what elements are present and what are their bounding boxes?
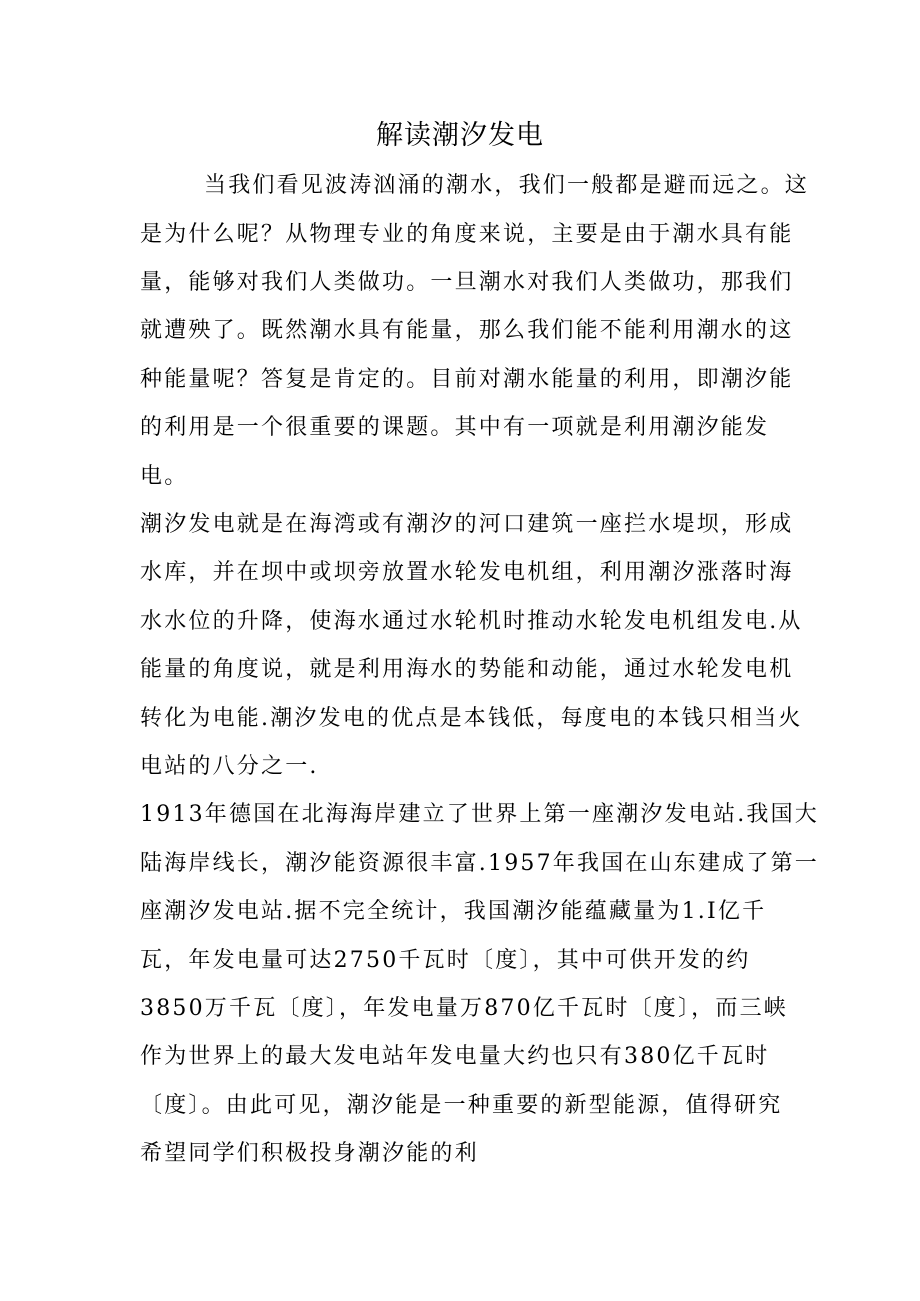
paragraph-1-line-1: 当我们看见波涛汹涌的潮水，我们一般都是避而远之。这 — [204, 173, 810, 198]
paragraph-3-line-1: 1913年德国在北海海岸建立了世界上第一座潮汐发电站.我国大 — [140, 802, 819, 827]
paragraph-3-line-4: 瓦，年发电量可达2750千瓦时〔度〕，其中可供开发的约 — [140, 948, 751, 973]
paragraph-3-line-6: 作为世界上的最大发电站年发电量大约也只有380亿千瓦时 — [140, 1044, 770, 1069]
paragraph-2-line-2: 水库，并在坝中或坝旁放置水轮发电机组，利用潮汐涨落时海 — [140, 560, 794, 585]
paragraph-1-line-4: 就遭殃了。既然潮水具有能量，那么我们能不能利用潮水的这 — [140, 318, 794, 343]
paragraph-1-line-6: 的利用是一个很重要的课题。其中有一项就是利用潮汐能发 — [140, 415, 770, 440]
paragraph-3-line-8: 希望同学们积极投身潮汐能的利 — [140, 1141, 479, 1166]
paragraph-3-line-7: 〔度〕。由此可见，潮汐能是一种重要的新型能源，值得研究 — [140, 1093, 783, 1118]
paragraph-2-line-3: 水水位的升降，使海水通过水轮机时推动水轮发电机组发电.从 — [140, 609, 803, 634]
paragraph-2-line-4: 能量的角度说，就是利用海水的势能和动能，通过水轮发电机 — [140, 657, 794, 682]
paragraph-1-line-7: 电。 — [140, 464, 189, 489]
paragraph-1-line-2: 是为什么呢？从物理专业的角度来说，主要是由于潮水具有能 — [140, 222, 794, 247]
paragraph-3-line-2: 陆海岸线长，潮汐能资源很丰富.1957年我国在山东建成了第一 — [140, 851, 819, 876]
paragraph-2-line-5: 转化为电能.潮汐发电的优点是本钱低，每度电的本钱只相当火 — [140, 706, 803, 731]
paragraph-3-line-5: 3850万千瓦〔度〕，年发电量万870亿千瓦时〔度〕，而三峡 — [140, 996, 788, 1021]
paragraph-3-line-3: 座潮汐发电站.据不完全统计，我国潮汐能蕴藏量为1.I亿千 — [140, 899, 767, 924]
document-title: 解读潮汐发电 — [376, 120, 544, 151]
paragraph-1-line-5: 种能量呢？答复是肯定的。目前对潮水能量的利用，即潮汐能 — [140, 367, 794, 392]
paragraph-2-line-1: 潮汐发电就是在海湾或有潮汐的河口建筑一座拦水堤坝，形成 — [140, 512, 794, 537]
paragraph-1-line-3: 量，能够对我们人类做功。一旦潮水对我们人类做功，那我们 — [140, 270, 794, 295]
paragraph-2-line-6: 电站的八分之一. — [140, 754, 319, 779]
